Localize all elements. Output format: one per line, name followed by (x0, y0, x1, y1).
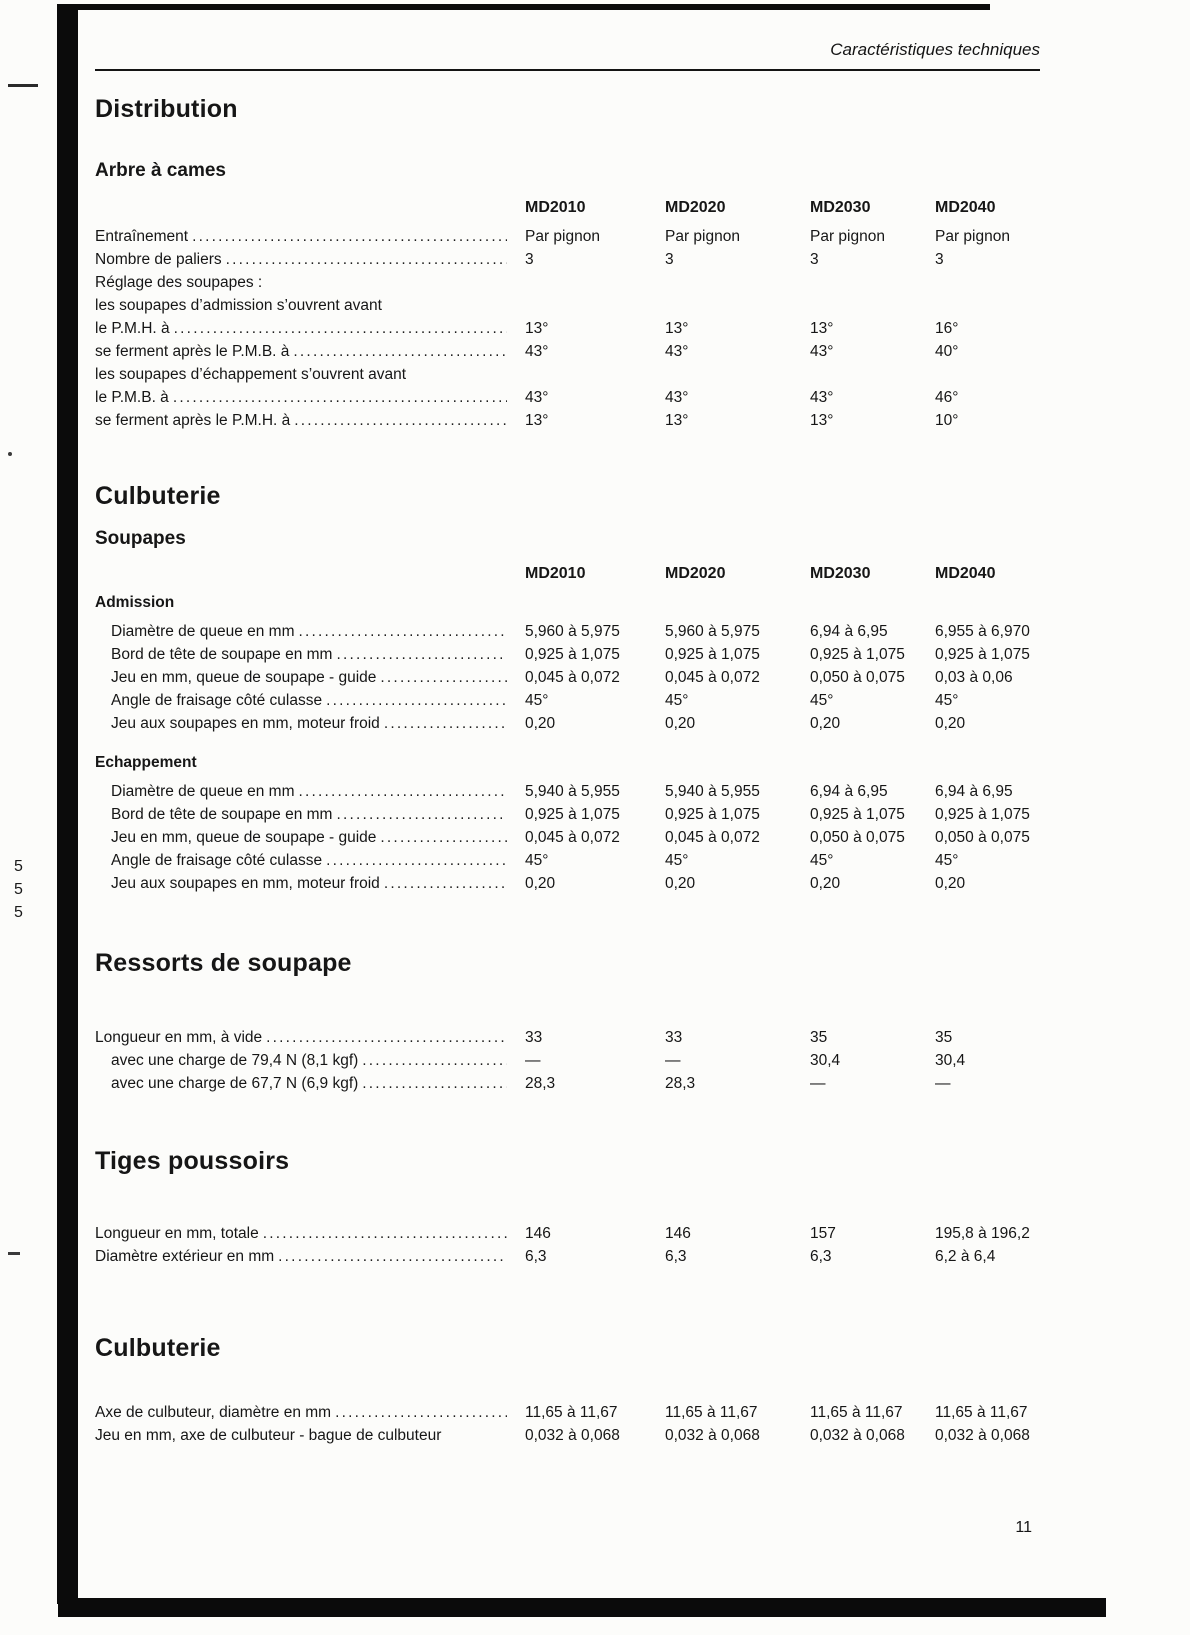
spec-value: 0,03 à 0,06 (935, 669, 1013, 686)
spec-row (95, 1424, 1040, 1447)
spec-label-cell (95, 1424, 525, 1447)
margin-number-marks (14, 855, 23, 924)
margin-mark: 5 (14, 904, 23, 921)
section-subheading: Soupapes (95, 528, 186, 549)
spec-value: 5,940 à 5,955 (665, 783, 760, 800)
column-header: MD2010 (525, 565, 586, 582)
spec-row (95, 1026, 1040, 1049)
spec-label-cell (95, 620, 525, 643)
spec-label: le P.M.H. à (95, 320, 170, 337)
spec-value: 3 (665, 251, 674, 268)
spec-value: 0,20 (665, 875, 696, 892)
spec-value: 35 (935, 1029, 953, 1046)
spec-value: 13° (665, 320, 689, 337)
spec-value: 3 (525, 251, 534, 268)
dot-leader (336, 803, 507, 826)
dot-leader (336, 643, 507, 666)
margin-dot-mark (8, 452, 12, 456)
spec-row (95, 803, 1040, 826)
spec-label: Nombre de paliers (95, 251, 222, 268)
spec-row (95, 666, 1040, 689)
spec-value: 0,032 à 0,068 (525, 1427, 620, 1444)
spec-label: Jeu en mm, axe de culbuteur - bague de culbuteur (95, 1427, 442, 1444)
dot-leader (293, 340, 507, 363)
dot-leader (326, 689, 507, 712)
spec-label: se ferment après le P.M.H. à (95, 412, 291, 429)
spec-value: 6,3 (525, 1248, 547, 1265)
spec-value: 5,960 à 5,975 (525, 623, 620, 640)
spec-note: Réglage des soupapes : (95, 274, 263, 291)
spec-value: 13° (665, 412, 689, 429)
spec-label: Angle de fraisage côté culasse (111, 852, 323, 869)
spec-label-cell (95, 803, 525, 826)
spec-value: 43° (810, 343, 834, 360)
spec-value: 43° (525, 343, 549, 360)
column-header: MD2040 (935, 199, 996, 216)
spec-value: 0,045 à 0,072 (665, 669, 760, 686)
spec-value: Par pignon (935, 228, 1010, 245)
spec-value: Par pignon (525, 228, 600, 245)
spec-value: 13° (810, 412, 834, 429)
page-content (95, 40, 1040, 1537)
spec-row (95, 1072, 1040, 1095)
spec-value: 0,032 à 0,068 (665, 1427, 760, 1444)
dot-leader (263, 1222, 507, 1245)
spec-label-cell (95, 409, 525, 432)
spec-value: 33 (665, 1029, 683, 1046)
spec-label: Angle de fraisage côté culasse (111, 692, 323, 709)
spec-value: 0,925 à 1,075 (810, 646, 905, 663)
section-distribution (95, 95, 1040, 432)
spec-label: Jeu en mm, queue de soupape - guide (111, 829, 377, 846)
spec-row (95, 643, 1040, 666)
spec-value: 0,925 à 1,075 (665, 806, 760, 823)
dot-leader (173, 386, 507, 409)
spec-table (95, 1401, 1040, 1447)
spec-table (95, 562, 1040, 895)
spec-value: 11,65 à 11,67 (935, 1404, 1028, 1421)
spec-label: Jeu aux soupapes en mm, moteur froid (111, 715, 380, 732)
spec-row (95, 1245, 1040, 1268)
margin-dash-mark (8, 84, 38, 87)
spec-label: Longueur en mm, à vide (95, 1029, 263, 1046)
dot-leader (380, 826, 507, 849)
group-label: Echappement (95, 754, 197, 771)
spec-value: 11,65 à 11,67 (665, 1404, 758, 1421)
scan-bar-bottom (58, 1598, 1106, 1617)
spec-label-cell (95, 689, 525, 712)
spec-value: 0,050 à 0,075 (810, 669, 905, 686)
section-heading: Culbuterie (95, 482, 221, 510)
spec-value: Par pignon (810, 228, 885, 245)
section-subheading: Arbre à cames (95, 160, 226, 181)
spec-value: — (810, 1075, 826, 1092)
spec-value: 43° (665, 389, 689, 406)
spec-label: Axe de culbuteur, diamètre en mm (95, 1404, 332, 1421)
section-culbuterie-soupapes (95, 482, 1040, 895)
dot-leader (226, 248, 507, 271)
spec-value: 0,050 à 0,075 (935, 829, 1030, 846)
spec-label-cell (95, 872, 525, 895)
spec-value: 11,65 à 11,67 (810, 1404, 903, 1421)
spec-value: 0,045 à 0,072 (665, 829, 760, 846)
spec-value: 0,20 (935, 875, 966, 892)
column-header-row (95, 196, 1040, 219)
spec-row (95, 1401, 1040, 1424)
spec-value: 13° (525, 320, 549, 337)
dot-leader (266, 1026, 507, 1049)
spec-table (95, 196, 1040, 432)
spec-value: 45° (525, 852, 549, 869)
spec-value: 30,4 (810, 1052, 841, 1069)
spec-value: 0,20 (935, 715, 966, 732)
dot-leader (362, 1072, 507, 1095)
dot-leader (335, 1401, 507, 1424)
spec-row (95, 826, 1040, 849)
spec-value: 0,925 à 1,075 (525, 806, 620, 823)
spec-value: 0,20 (525, 715, 556, 732)
column-header-row (95, 562, 1040, 585)
spec-label-cell (95, 386, 525, 409)
spec-row (95, 849, 1040, 872)
dot-leader (384, 872, 507, 895)
spec-value: 0,925 à 1,075 (935, 806, 1030, 823)
spec-label-cell (95, 666, 525, 689)
page-header (95, 40, 1040, 60)
spec-value: 28,3 (665, 1075, 696, 1092)
column-header: MD2020 (665, 199, 726, 216)
spec-label: Jeu en mm, queue de soupape - guide (111, 669, 377, 686)
spec-value: 16° (935, 320, 959, 337)
section-heading: Ressorts de soupape (95, 949, 352, 977)
dot-leader (362, 1049, 507, 1072)
spec-row (95, 689, 1040, 712)
spec-value: 6,94 à 6,95 (935, 783, 1013, 800)
dot-leader (299, 780, 507, 803)
spec-value: 0,20 (665, 715, 696, 732)
spec-value: 28,3 (525, 1075, 556, 1092)
spec-label-cell (95, 849, 525, 872)
spec-value: 0,925 à 1,075 (665, 646, 760, 663)
spec-value: 5,960 à 5,975 (665, 623, 760, 640)
spec-label-cell (95, 1026, 525, 1049)
spec-value: 10° (935, 412, 959, 429)
spec-value: 5,940 à 5,955 (525, 783, 620, 800)
spec-value: 6,3 (810, 1248, 832, 1265)
spec-value: 3 (810, 251, 819, 268)
header-rule (95, 69, 1040, 71)
spec-value: 0,045 à 0,072 (525, 669, 620, 686)
spec-note: les soupapes d’admission s’ouvrent avant (95, 297, 382, 314)
spec-value: — (525, 1052, 541, 1069)
scan-binding-bar-left (57, 4, 78, 1604)
section-tiges-poussoirs (95, 1147, 1040, 1268)
spec-row (95, 225, 1040, 248)
spec-value: 43° (810, 389, 834, 406)
spec-label-cell (95, 248, 525, 271)
spec-label-cell (95, 643, 525, 666)
section-heading: Distribution (95, 95, 238, 123)
spec-row (95, 340, 1040, 363)
section-heading: Tiges poussoirs (95, 1147, 290, 1175)
spec-label: Diamètre de queue en mm (111, 783, 295, 800)
spec-value: 45° (810, 692, 834, 709)
spec-value: 6,94 à 6,95 (810, 623, 888, 640)
spec-label-cell (95, 712, 525, 735)
spec-value: 146 (665, 1225, 691, 1242)
spec-label-cell (95, 1245, 525, 1268)
spec-value: 45° (525, 692, 549, 709)
spec-label: Entraînement (95, 228, 189, 245)
spec-label: avec une charge de 67,7 N (6,9 kgf) (111, 1075, 359, 1092)
column-header: MD2020 (665, 565, 726, 582)
spec-label-cell (95, 1049, 525, 1072)
spec-label: Diamètre extérieur en mm (95, 1248, 275, 1265)
spec-label: Jeu aux soupapes en mm, moteur froid (111, 875, 380, 892)
spec-row (95, 409, 1040, 432)
dot-leader (380, 666, 507, 689)
spec-label: Bord de tête de soupape en mm (111, 646, 333, 663)
spec-value: 6,94 à 6,95 (810, 783, 888, 800)
spec-value: 30,4 (935, 1052, 966, 1069)
section-culbuterie-axe (95, 1334, 1040, 1447)
spec-value: 6,955 à 6,970 (935, 623, 1030, 640)
spec-row (95, 1222, 1040, 1245)
column-header: MD2030 (810, 199, 871, 216)
spec-label-cell (95, 1072, 525, 1095)
dot-leader (174, 317, 507, 340)
spec-label-cell (95, 340, 525, 363)
spec-value: 11,65 à 11,67 (525, 1404, 618, 1421)
column-header: MD2040 (935, 565, 996, 582)
scan-bar-top (60, 4, 990, 10)
spec-label: Diamètre de queue en mm (111, 623, 295, 640)
spec-label-cell (95, 317, 525, 340)
margin-dash-mark (8, 1252, 20, 1255)
spec-value: 0,925 à 1,075 (525, 646, 620, 663)
spec-value: 0,050 à 0,075 (810, 829, 905, 846)
spec-value: 45° (665, 692, 689, 709)
spec-label: Bord de tête de soupape en mm (111, 806, 333, 823)
margin-mark: 5 (14, 858, 23, 875)
column-header-spacer (95, 562, 525, 585)
spec-value: 195,8 à 196,2 (935, 1225, 1030, 1242)
column-header: MD2010 (525, 199, 586, 216)
spec-value: 33 (525, 1029, 543, 1046)
spec-label-cell (95, 225, 525, 248)
spec-value: Par pignon (665, 228, 740, 245)
column-header-spacer (95, 196, 525, 219)
dot-leader (294, 409, 507, 432)
spec-value: 45° (935, 692, 959, 709)
spec-value: 0,032 à 0,068 (810, 1427, 905, 1444)
spec-value: 13° (525, 412, 549, 429)
section-ressorts-de-soupape (95, 949, 1040, 1095)
dot-leader (192, 225, 507, 248)
spec-note: les soupapes d’échappement s’ouvrent avant (95, 366, 407, 383)
spec-value: 0,045 à 0,072 (525, 829, 620, 846)
spec-label-cell (95, 780, 525, 803)
spec-value: 146 (525, 1225, 551, 1242)
spec-row (95, 1049, 1040, 1072)
dot-leader (326, 849, 507, 872)
spec-value: 6,3 (665, 1248, 687, 1265)
spec-row (95, 780, 1040, 803)
margin-mark: 5 (14, 881, 23, 898)
spec-value: 40° (935, 343, 959, 360)
spec-value: 0,925 à 1,075 (935, 646, 1030, 663)
spec-value: 45° (935, 852, 959, 869)
spec-label: se ferment après le P.M.B. à (95, 343, 290, 360)
page-number: 11 (1015, 1519, 1032, 1536)
spec-row (95, 872, 1040, 895)
spec-label-cell (95, 1401, 525, 1424)
group-label: Admission (95, 594, 175, 611)
spec-label-cell (95, 826, 525, 849)
spec-value: 43° (525, 389, 549, 406)
dot-leader (384, 712, 507, 735)
spec-value: 0,20 (525, 875, 556, 892)
spec-value: 157 (810, 1225, 836, 1242)
spec-value: 0,20 (810, 715, 841, 732)
spec-value: 46° (935, 389, 959, 406)
spec-value: 6,2 à 6,4 (935, 1248, 996, 1265)
spec-row (95, 317, 1040, 340)
spec-value: 0,925 à 1,075 (810, 806, 905, 823)
column-header: MD2030 (810, 565, 871, 582)
spec-table (95, 1222, 1040, 1268)
spec-value: — (665, 1052, 681, 1069)
spec-row (95, 248, 1040, 271)
dot-leader (278, 1245, 507, 1268)
section-heading: Culbuterie (95, 1334, 221, 1362)
spec-value: 45° (810, 852, 834, 869)
spec-value: 0,032 à 0,068 (935, 1427, 1030, 1444)
spec-value: 45° (665, 852, 689, 869)
spec-value: 13° (810, 320, 834, 337)
spec-label: le P.M.B. à (95, 389, 169, 406)
spec-value: 35 (810, 1029, 828, 1046)
spec-row (95, 712, 1040, 735)
spec-table (95, 1026, 1040, 1095)
dot-leader (299, 620, 507, 643)
spec-row (95, 386, 1040, 409)
spec-label-cell (95, 1222, 525, 1245)
spec-label: Longueur en mm, totale (95, 1225, 259, 1242)
spec-value: 43° (665, 343, 689, 360)
spec-value: 0,20 (810, 875, 841, 892)
spec-row (95, 620, 1040, 643)
spec-label: avec une charge de 79,4 N (8,1 kgf) (111, 1052, 359, 1069)
running-header: Caractéristiques techniques (830, 40, 1040, 59)
spec-value: 3 (935, 251, 944, 268)
spec-value: — (935, 1075, 951, 1092)
